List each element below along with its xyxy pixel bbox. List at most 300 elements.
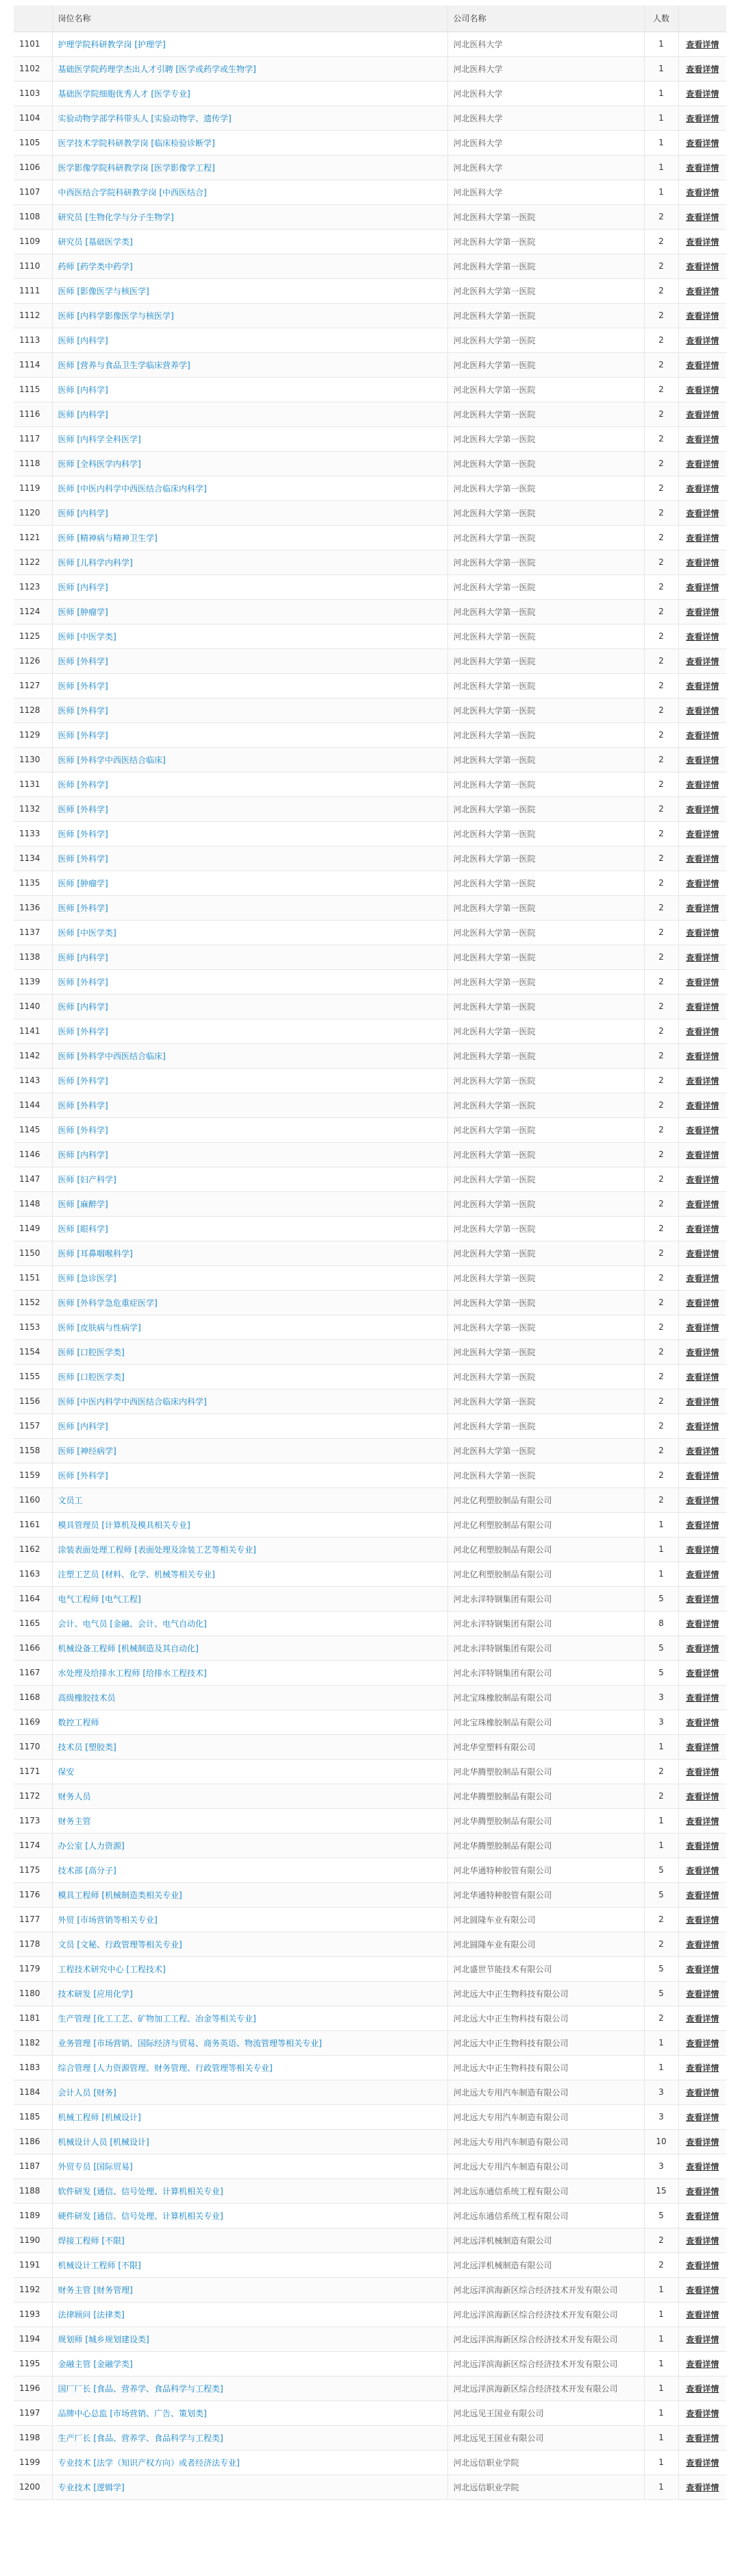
position-name-link[interactable]: 医师 [内科学全科医学] [52,426,447,451]
row-id: 1140 [14,994,52,1019]
view-details-link[interactable]: 查看详情 [686,1495,719,1505]
view-details-link[interactable]: 查看详情 [686,2457,719,2468]
view-details-link[interactable]: 查看详情 [686,1865,719,1875]
view-details-link[interactable]: 查看详情 [686,335,719,345]
position-name-link[interactable]: 医师 [内科学] [52,1142,447,1167]
view-details-link[interactable]: 查看详情 [686,2087,719,2098]
table-row [14,1265,726,1290]
position-name-link[interactable]: 规划师 [城乡规划建设类] [52,2326,447,2351]
row-id: 1130 [14,747,52,772]
position-name-link[interactable]: 专业技术 [逻辑学] [52,2475,447,2499]
position-name-link[interactable]: 医师 [营养与食品卫生学临床营养学] [52,352,447,377]
table-row [14,1364,726,1389]
action-cell [678,1339,726,1364]
view-details-link[interactable]: 查看详情 [686,1816,719,1826]
row-id: 1197 [14,2401,52,2425]
company-name: 河北医科大学第一医院 [447,599,644,624]
position-name-link[interactable]: 机械设计人员 [机械设计] [52,2129,447,2154]
headcount: 2 [644,476,678,500]
view-details-link[interactable]: 查看详情 [686,1618,719,1629]
view-details-link[interactable]: 查看详情 [686,2359,719,2369]
view-details-link[interactable]: 查看详情 [686,2260,719,2270]
view-details-link[interactable]: 查看详情 [686,1298,719,1308]
position-name-link[interactable]: 医师 [外科学] [52,772,447,797]
position-name-link[interactable]: 医师 [肿瘤学] [52,599,447,624]
table-row [14,2351,726,2376]
view-details-link[interactable]: 查看详情 [686,1322,719,1333]
company-name: 河北医科大学第一医院 [447,920,644,945]
view-details-link[interactable]: 查看详情 [686,360,719,370]
position-name-link[interactable]: 医师 [内科学] [52,402,447,426]
view-details-link[interactable]: 查看详情 [686,730,719,740]
headcount: 2 [644,599,678,624]
position-name-link[interactable]: 医师 [肿瘤学] [52,871,447,895]
view-details-link[interactable]: 查看详情 [686,2309,719,2320]
table-row [14,426,726,451]
view-details-link[interactable]: 查看详情 [686,878,719,888]
row-id: 1192 [14,2277,52,2302]
row-id: 1137 [14,920,52,945]
position-name-link[interactable]: 医师 [中医内科学中西医结合临床内科学] [52,476,447,500]
view-details-link[interactable]: 查看详情 [686,1347,719,1357]
view-details-link[interactable]: 查看详情 [686,829,719,839]
company-name: 河北医科大学第一医院 [447,328,644,352]
table-row [14,1191,726,1216]
view-details-link[interactable]: 查看详情 [686,1692,719,1703]
position-name-link[interactable]: 医师 [急诊医学] [52,1265,447,1290]
position-name-link[interactable]: 医师 [口腔医学类] [52,1364,447,1389]
view-details-link[interactable]: 查看详情 [686,385,719,395]
view-details-link[interactable]: 查看详情 [686,2482,719,2492]
view-details-link[interactable]: 查看详情 [686,1643,719,1653]
table-row [14,2376,726,2401]
position-name-link[interactable]: 医师 [外科学] [52,846,447,871]
position-name-link[interactable]: 医师 [外科学] [52,722,447,747]
view-details-link[interactable]: 查看详情 [686,779,719,790]
view-details-link[interactable]: 查看详情 [686,656,719,666]
position-name-link[interactable]: 医师 [外科学中西医结合临床] [52,747,447,772]
view-details-link[interactable]: 查看详情 [686,236,719,247]
view-details-link[interactable]: 查看详情 [686,1026,719,1036]
view-details-link[interactable]: 查看详情 [686,804,719,814]
view-details-link[interactable]: 查看详情 [686,39,719,49]
position-name-link[interactable]: 医师 [耳鼻咽喉科学] [52,1241,447,1265]
view-details-link[interactable]: 查看详情 [686,409,719,420]
view-details-link[interactable]: 查看详情 [686,1150,719,1160]
view-details-link[interactable]: 查看详情 [686,2038,719,2048]
action-cell [678,1636,726,1660]
view-details-link[interactable]: 查看详情 [686,755,719,765]
position-name-link[interactable]: 医师 [外科学] [52,895,447,920]
view-details-link[interactable]: 查看详情 [686,2334,719,2344]
view-details-link[interactable]: 查看详情 [686,1717,719,1727]
company-name: 河北华堂塑料有限公司 [447,1734,644,1759]
view-details-link[interactable]: 查看详情 [686,1594,719,1604]
position-name-link[interactable]: 文员工 [52,1487,447,1512]
position-name-link[interactable]: 机械设计工程师 [不限] [52,2252,447,2277]
headcount: 2 [644,1093,678,1117]
action-cell [678,402,726,426]
view-details-link[interactable]: 查看详情 [686,2285,719,2295]
action-cell [678,722,726,747]
position-name-link[interactable]: 医师 [内科学] [52,574,447,599]
position-name-link[interactable]: 模具工程师 [机械制造类相关专业] [52,1882,447,1907]
view-details-link[interactable]: 查看详情 [686,2186,719,2196]
headcount: 1 [644,106,678,130]
position-name-link[interactable]: 医师 [中医学类] [52,624,447,648]
view-details-link[interactable]: 查看详情 [686,1076,719,1086]
view-details-link[interactable]: 查看详情 [686,1840,719,1851]
company-name: 河北医科大学第一医院 [447,352,644,377]
position-name-link[interactable]: 涂装表面处理工程师 [表面处理及涂装工艺等相关专业] [52,1537,447,1562]
action-cell [678,229,726,254]
headcount: 3 [644,2154,678,2178]
position-name-link[interactable]: 医师 [内科学] [52,994,447,1019]
view-details-link[interactable]: 查看详情 [686,1051,719,1061]
position-name-link[interactable]: 药师 [药学类中药学] [52,254,447,278]
position-name-link[interactable]: 医师 [内科学] [52,500,447,525]
view-details-link[interactable]: 查看详情 [686,1100,719,1110]
headcount: 2 [644,328,678,352]
view-details-link[interactable]: 查看详情 [686,1001,719,1012]
position-name-link[interactable]: 医师 [神经病学] [52,1438,447,1463]
view-details-link[interactable]: 查看详情 [686,261,719,271]
view-details-link[interactable]: 查看详情 [686,64,719,74]
headcount: 2 [644,1759,678,1784]
view-details-link[interactable]: 查看详情 [686,1668,719,1678]
view-details-link[interactable]: 查看详情 [686,459,719,469]
headcount: 1 [644,2401,678,2425]
view-details-link[interactable]: 查看详情 [686,1396,719,1407]
view-details-link[interactable]: 查看详情 [686,1569,719,1579]
action-cell [678,106,726,130]
view-details-link[interactable]: 查看详情 [686,286,719,296]
position-name-link[interactable]: 电气工程师 [电气工程] [52,1586,447,1611]
position-name-link[interactable]: 研究员 [生物化学与分子生物学] [52,204,447,229]
position-name-link[interactable]: 医师 [内科学] [52,1413,447,1438]
view-details-link[interactable]: 查看详情 [686,1446,719,1456]
row-id: 1162 [14,1537,52,1562]
company-name: 河北华腾塑胶制品有限公司 [447,1759,644,1784]
view-details-link[interactable]: 查看详情 [686,1742,719,1752]
position-name-link[interactable]: 综合管理 [人力资源管理、财务管理、行政管理等相关专业] [52,2055,447,2080]
view-details-link[interactable]: 查看详情 [686,113,719,123]
view-details-link[interactable]: 查看详情 [686,2433,719,2443]
position-name-link[interactable]: 硬件研发 [通信、信号处理、计算机相关专业] [52,2203,447,2228]
position-name-link[interactable]: 医师 [外科学] [52,648,447,673]
position-name-link[interactable]: 医学影像学院科研教学岗 [医学影像学工程] [52,155,447,180]
position-name-link[interactable]: 医师 [麻醉学] [52,1191,447,1216]
action-cell [678,1093,726,1117]
table-row [14,476,726,500]
view-details-link[interactable]: 查看详情 [686,1224,719,1234]
headcount: 2 [644,648,678,673]
view-details-link[interactable]: 查看详情 [686,2383,719,2394]
position-name-link[interactable]: 医学技术学院科研教学岗 [临床检验诊断学] [52,130,447,155]
view-details-link[interactable]: 查看详情 [686,1890,719,1900]
row-id: 1135 [14,871,52,895]
action-cell [678,303,726,328]
view-details-link[interactable]: 查看详情 [686,952,719,962]
view-details-link[interactable]: 查看详情 [686,977,719,987]
table-row [14,1413,726,1438]
view-details-link[interactable]: 查看详情 [686,187,719,197]
view-details-link[interactable]: 查看详情 [686,138,719,148]
action-cell [678,1660,726,1685]
position-name-link[interactable]: 中西医结合学院科研教学岗 [中西医结合] [52,180,447,204]
table-row [14,130,726,155]
position-name-link[interactable]: 护理学院科研教学岗 [护理学] [52,32,447,56]
action-cell [678,624,726,648]
position-name-link[interactable]: 医师 [中医内科学中西医结合临床内科学] [52,1389,447,1413]
row-id: 1109 [14,229,52,254]
action-cell [678,1389,726,1413]
position-name-link[interactable]: 医师 [眼科学] [52,1216,447,1241]
position-name-link[interactable]: 医师 [内科学] [52,377,447,402]
position-name-link[interactable]: 高级橡胶技术员 [52,1685,447,1710]
view-details-link[interactable]: 查看详情 [686,1125,719,1135]
position-name-link[interactable]: 会计人员 [财务] [52,2080,447,2104]
action-cell [678,1611,726,1636]
view-details-link[interactable]: 查看详情 [686,1915,719,1925]
table-row [14,2252,726,2277]
position-name-link[interactable]: 办公室 [人力资源] [52,1833,447,1858]
headcount: 2 [644,1413,678,1438]
position-name-link[interactable]: 基础医学院细胞优秀人才 [医学专业] [52,81,447,106]
view-details-link[interactable]: 查看详情 [686,162,719,173]
view-details-link[interactable]: 查看详情 [686,1939,719,1949]
row-id: 1200 [14,2475,52,2499]
view-details-link[interactable]: 查看详情 [686,212,719,222]
view-details-link[interactable]: 查看详情 [686,508,719,518]
view-details-link[interactable]: 查看详情 [686,607,719,617]
company-name: 河北医科大学第一医院 [447,821,644,846]
row-id: 1195 [14,2351,52,2376]
row-id: 1164 [14,1586,52,1611]
action-cell [678,1907,726,1932]
view-details-link[interactable]: 查看详情 [686,1421,719,1431]
view-details-link[interactable]: 查看详情 [686,533,719,543]
view-details-link[interactable]: 查看详情 [686,2235,719,2246]
position-name-link[interactable]: 软件研发 [通信、信号处理、计算机相关专业] [52,2178,447,2203]
position-name-link[interactable]: 专业技术 [法学（知识产权方向）或者经济法专业] [52,2450,447,2475]
position-name-link[interactable]: 医师 [外科学] [52,1019,447,1043]
position-name-link[interactable]: 医师 [外科学] [52,698,447,722]
company-name: 河北华腾塑胶制品有限公司 [447,1833,644,1858]
company-name: 河北医科大学 [447,32,644,56]
position-name-link[interactable]: 数控工程师 [52,1710,447,1734]
position-name-link[interactable]: 会计、电气员 [金融、会计、电气自动化] [52,1611,447,1636]
headcount: 2 [644,1463,678,1487]
view-details-link[interactable]: 查看详情 [686,1199,719,1209]
position-name-link[interactable]: 医师 [外科学] [52,821,447,846]
job-table [14,5,726,2500]
view-details-link[interactable]: 查看详情 [686,705,719,716]
position-name-link[interactable]: 文员 [文秘、行政管理等相关专业] [52,1932,447,1956]
position-name-link[interactable]: 医师 [外科学] [52,1463,447,1487]
view-details-link[interactable]: 查看详情 [686,582,719,592]
position-name-link[interactable]: 医师 [全科医学内科学] [52,451,447,476]
table-row [14,846,726,871]
view-details-link[interactable]: 查看详情 [686,557,719,568]
position-name-link[interactable]: 财务人员 [52,1784,447,1808]
company-name: 河北永洋特钢集团有限公司 [447,1636,644,1660]
view-details-link[interactable]: 查看详情 [686,483,719,494]
company-name: 河北医科大学第一医院 [447,1315,644,1339]
headcount: 2 [644,525,678,550]
position-name-link[interactable]: 医师 [中医学类] [52,920,447,945]
view-details-link[interactable]: 查看详情 [686,1544,719,1555]
row-id: 1147 [14,1167,52,1191]
position-name-link[interactable]: 焊接工程师 [不限] [52,2228,447,2252]
position-name-link[interactable]: 水处理及给排水工程师 [给排水工程技术] [52,1660,447,1685]
position-name-link[interactable]: 外贸专员 [国际贸易] [52,2154,447,2178]
position-name-link[interactable]: 品牌中心总监 [市场营销、广告、策划类] [52,2401,447,2425]
company-name: 河北医科大学第一医院 [447,1389,644,1413]
position-name-link[interactable]: 金融主管 [金融学类] [52,2351,447,2376]
action-cell [678,797,726,821]
headcount: 2 [644,969,678,994]
headcount: 5 [644,1981,678,2006]
position-name-link[interactable]: 医师 [口腔医学类] [52,1339,447,1364]
headcount: 5 [644,1882,678,1907]
row-id: 1134 [14,846,52,871]
view-details-link[interactable]: 查看详情 [686,1248,719,1259]
view-details-link[interactable]: 查看详情 [686,1989,719,1999]
view-details-link[interactable]: 查看详情 [686,927,719,938]
view-details-link[interactable]: 查看详情 [686,311,719,321]
position-name-link[interactable]: 注塑工艺员 [材料、化学、机械等相关专业] [52,1562,447,1586]
view-details-link[interactable]: 查看详情 [686,1372,719,1382]
table-row [14,1907,726,1932]
headcount: 2 [644,673,678,698]
position-name-link[interactable]: 研究员 [基础医学类] [52,229,447,254]
view-details-link[interactable]: 查看详情 [686,681,719,691]
action-cell [678,648,726,673]
action-cell [678,1562,726,1586]
view-details-link[interactable]: 查看详情 [686,903,719,913]
company-name: 河北远大中正生物科技有限公司 [447,2030,644,2055]
view-details-link[interactable]: 查看详情 [686,2137,719,2147]
row-id: 1101 [14,32,52,56]
headcount: 2 [644,451,678,476]
position-name-link[interactable]: 生产厂长 [食品、营养学、食品科学与工程类] [52,2425,447,2450]
position-name-link[interactable]: 财务主管 [52,1808,447,1833]
table-row [14,278,726,303]
view-details-link[interactable]: 查看详情 [686,1791,719,1801]
position-name-link[interactable]: 医师 [外科学] [52,673,447,698]
view-details-link[interactable]: 查看详情 [686,2211,719,2221]
position-name-link[interactable]: 医师 [外科学] [52,797,447,821]
position-name-link[interactable]: 技术研发 [应用化学] [52,1981,447,2006]
view-details-link[interactable]: 查看详情 [686,2013,719,2024]
headcount: 2 [644,772,678,797]
position-name-link[interactable]: 医师 [皮肤病与性病学] [52,1315,447,1339]
position-name-link[interactable]: 医师 [内科学影像医学与核医学] [52,303,447,328]
position-name-link[interactable]: 医师 [外科学中西医结合临床] [52,1043,447,1068]
table-row [14,1537,726,1562]
action-cell [678,846,726,871]
view-details-link[interactable]: 查看详情 [686,2063,719,2073]
view-details-link[interactable]: 查看详情 [686,1964,719,1974]
view-details-link[interactable]: 查看详情 [686,1470,719,1481]
row-id: 1115 [14,377,52,402]
position-name-link[interactable]: 工程技术研究中心 [工程技术] [52,1956,447,1981]
position-name-link[interactable]: 技术部 [高分子] [52,1858,447,1882]
position-name-link[interactable]: 业务管理 [市场营销、国际经济与贸易、商务英语、物流管理等相关专业] [52,2030,447,2055]
row-id: 1190 [14,2228,52,2252]
position-name-link[interactable]: 医师 [内科学] [52,328,447,352]
position-name-link[interactable]: 医师 [影像医学与核医学] [52,278,447,303]
company-name: 河北医科大学第一医院 [447,550,644,574]
view-details-link[interactable]: 查看详情 [686,1174,719,1184]
position-name-link[interactable]: 医师 [外科学] [52,1117,447,1142]
row-id: 1188 [14,2178,52,2203]
view-details-link[interactable]: 查看详情 [686,88,719,99]
position-name-link[interactable]: 法律顾问 [法律类] [52,2302,447,2326]
table-row [14,1759,726,1784]
position-name-link[interactable]: 生产管理 [化工工艺、矿物加工工程、冶金等相关专业] [52,2006,447,2030]
view-details-link[interactable]: 查看详情 [686,434,719,444]
view-details-link[interactable]: 查看详情 [686,2112,719,2122]
table-row [14,2302,726,2326]
view-details-link[interactable]: 查看详情 [686,1766,719,1777]
table-row [14,1241,726,1265]
headcount: 5 [644,1636,678,1660]
view-details-link[interactable]: 查看详情 [686,853,719,864]
table-row [14,1142,726,1167]
position-name-link[interactable]: 财务主管 [财务管理] [52,2277,447,2302]
table-row [14,1389,726,1413]
position-name-link[interactable]: 医师 [外科学] [52,1068,447,1093]
row-id: 1150 [14,1241,52,1265]
position-name-link[interactable]: 机械设备工程师 [机械制造及其自动化] [52,1636,447,1660]
row-id: 1178 [14,1932,52,1956]
position-name-link[interactable]: 医师 [外科学急危重症医学] [52,1290,447,1315]
position-name-link[interactable]: 模具管理员 [计算机及模具相关专业] [52,1512,447,1537]
view-details-link[interactable]: 查看详情 [686,631,719,642]
position-name-link[interactable]: 基础医学院药理学杰出人才引聘 [医学或药学或生物学] [52,56,447,81]
position-name-link[interactable]: 外贸 [市场营销等相关专业] [52,1907,447,1932]
table-row [14,2104,726,2129]
position-name-link[interactable]: 技术员 [塑胶类] [52,1734,447,1759]
view-details-link[interactable]: 查看详情 [686,1273,719,1283]
headcount: 1 [644,2030,678,2055]
action-cell [678,1043,726,1068]
row-id: 1128 [14,698,52,722]
position-name-link[interactable]: 医师 [精神病与精神卫生学] [52,525,447,550]
headcount: 2 [644,920,678,945]
header-count: 人数 [644,5,678,32]
position-name-link[interactable]: 保安 [52,1759,447,1784]
position-name-link[interactable]: 医师 [儿科学内科学] [52,550,447,574]
position-name-link[interactable]: 国厂厂长 [食品、营养学、食品科学与工程类] [52,2376,447,2401]
position-name-link[interactable]: 医师 [内科学] [52,945,447,969]
headcount: 2 [644,945,678,969]
position-name-link[interactable]: 医师 [妇产科学] [52,1167,447,1191]
position-name-link[interactable]: 医师 [外科学] [52,1093,447,1117]
action-cell [678,1833,726,1858]
position-name-link[interactable]: 机械工程师 [机械设计] [52,2104,447,2129]
view-details-link[interactable]: 查看详情 [686,1520,719,1530]
row-id: 1108 [14,204,52,229]
position-name-link[interactable]: 医师 [外科学] [52,969,447,994]
table-row [14,1043,726,1068]
position-name-link[interactable]: 实验动物学部学科带头人 [实验动物学、遗传学] [52,106,447,130]
view-details-link[interactable]: 查看详情 [686,2161,719,2172]
table-row [14,352,726,377]
view-details-link[interactable]: 查看详情 [686,2408,719,2418]
